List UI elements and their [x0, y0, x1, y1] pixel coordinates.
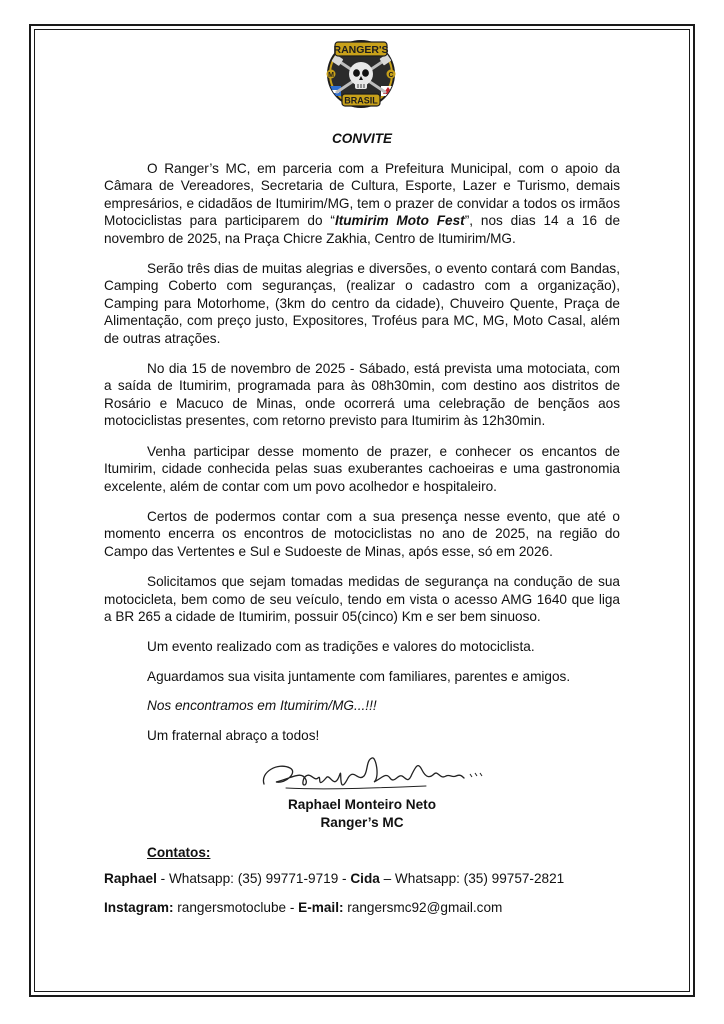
instagram-handle: rangersmotoclube - — [173, 900, 299, 915]
signatory-org: Ranger’s MC — [320, 815, 404, 830]
contacts-heading: Contatos: — [147, 845, 211, 860]
paragraph-attractions: Serão três dias de muitas alegrias e diversões, o evento contará com Bandas, Camping Coberto com seguranças, (realizar o cadastro com a organização), Camping para Motorhome, (3km do centro da cidade), Chuveiro Quente, Praça de Alimentação, com preço justo, Expositores, Troféus para MC, MG, Moto Casal, além de outras atrações. — [104, 261, 620, 346]
paragraph-safety: Solicitamos que sejam tomadas medidas de segurança na condução de sua motocicleta, bem como de seu veículo, tendo em vista o acesso AMG 1640 que liga a BR 265 a cidade de Itumirim, possuir 05(cinco) Km e ser bem sinuoso. — [104, 574, 620, 624]
paragraph-visit: Aguardamos sua visita juntamente com familiares, parentes e amigos. — [147, 668, 571, 684]
paragraph-closing-event: Certos de podermos contar com a sua presença nesse evento, que até o momento encerra os encontros de motociclistas no ano de 2025, na região do Campo das Vertentes e Sul e Sudoeste de Minas, após esse, só em 2026. — [104, 508, 620, 559]
signature-block — [0, 796, 724, 832]
rangers-logo — [315, 38, 407, 110]
logo-letter-c: C — [388, 72, 394, 79]
paragraph-traditions: Um evento realizado com as tradições e valores do motociclista. — [147, 639, 535, 655]
logo-text-bottom: BRASIL — [344, 95, 378, 106]
contact-name-raphael: Raphael — [104, 871, 157, 886]
logo-text-top: RANGER'S — [333, 44, 389, 56]
contact-social — [104, 900, 502, 915]
logo-letter-m: M — [328, 72, 334, 79]
paragraph-invitation: Venha participar desse momento de prazer, e conhecer os encantos de Itumirim, cidade conhecida pelas suas exuberantes cachoeiras e uma gastronomia excelente, além de contar com um povo acolhedor e hospitaleiro. — [104, 443, 620, 494]
signatory-name: Raphael Monteiro Neto — [287, 797, 437, 812]
paragraph-motociata: No dia 15 de novembro de 2025 - Sábado, está prevista uma motociata, com a saída de Itumirim, programada para às 08h30min, com destino aos distritos de Rosário e Macuco de Minas, onde ocorrerá uma celebração de bençãos aos motociclistas presentes, com retorno previsto para Itumirim às 12h30min. — [104, 361, 620, 429]
event-name: Itumirim Moto Fest — [334, 213, 465, 229]
document-title: CONVITE — [331, 131, 392, 146]
paragraph-regards: Um fraternal abraço a todos! — [147, 727, 320, 743]
contact-phones: Raphael - Whatsapp: (35) 99771-9719 - Cida – Whatsapp: (35) 99757-2821 — [104, 871, 565, 886]
email-address: rangersmc92@gmail.com — [343, 900, 503, 915]
instagram-label: Instagram: — [104, 900, 174, 915]
email-label: E-mail: — [298, 900, 344, 915]
paragraph-see-you: Nos encontramos em Itumirim/MG...!!! — [147, 698, 377, 714]
contact-name-cida: Cida — [350, 871, 380, 886]
paragraph-intro: O Ranger’s MC, em parceria com a Prefeitura Municipal, com o apoio da Câmara de Vereadores, Secretaria de Cultura, Esporte, Lazer e Turismo, demais empresários, e cidadãos de Itumirim/MG, tem o prazer de convidar a todos os irmãos Motociclistas para participarem do “Itumirim Moto Fest”, nos dias 14 a 16 de novembro de 2025, na Praça Chicre Zakhia, Centro de Itumirim/MG. — [104, 161, 621, 246]
letter-body — [104, 160, 620, 756]
